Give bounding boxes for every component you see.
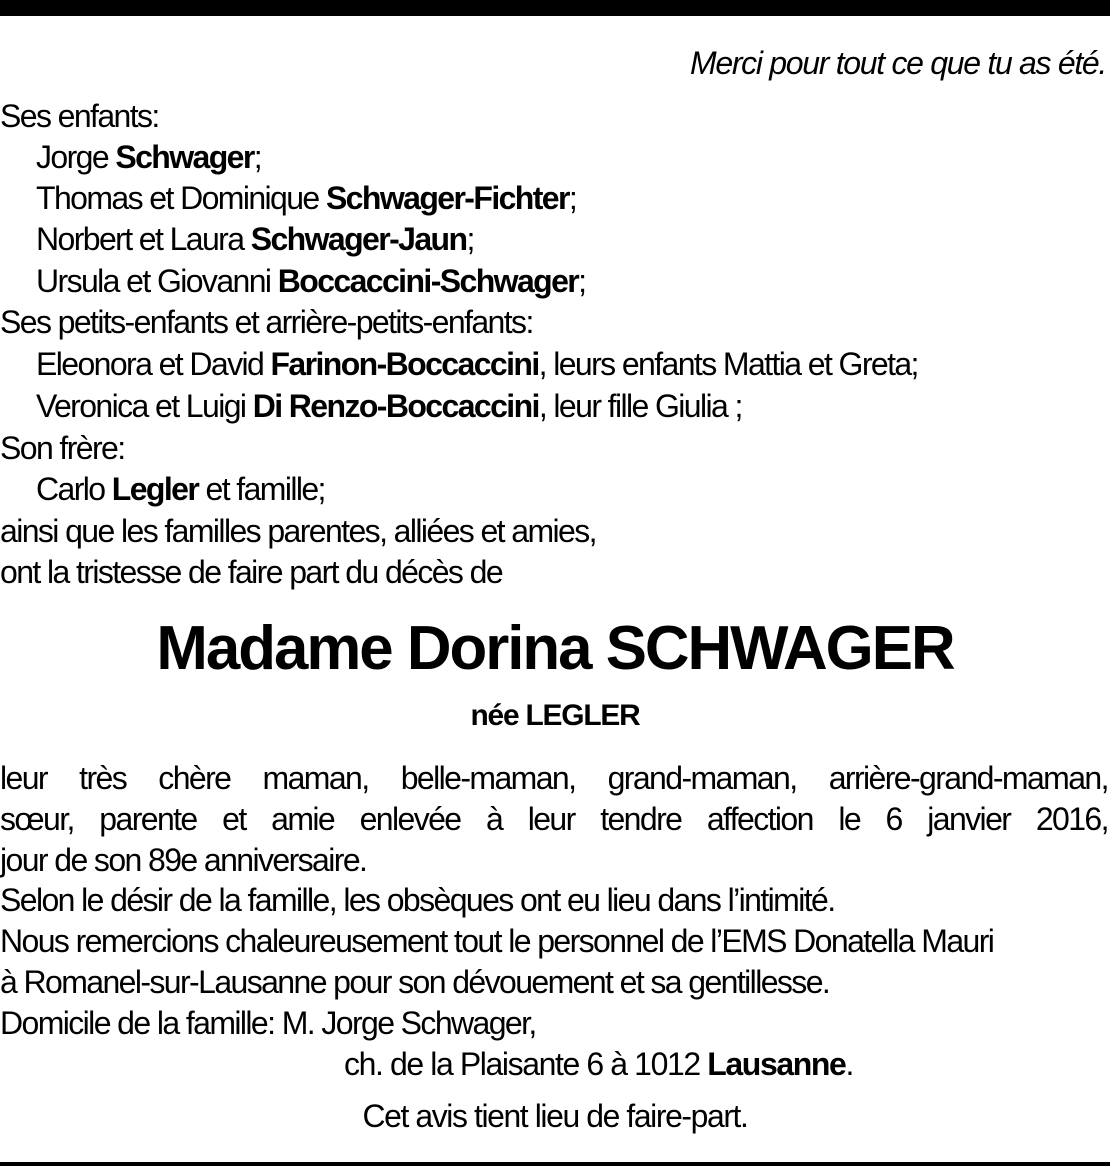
grandchild-given: Eleonora et David bbox=[36, 346, 271, 382]
body-word: janvier bbox=[927, 801, 1011, 837]
child-given: Norbert et Laura bbox=[36, 221, 251, 257]
body-word: maman, bbox=[262, 760, 369, 796]
body-word: affection bbox=[706, 801, 813, 837]
address-street: ch. de la Plaisante 6 à 1012 bbox=[344, 1046, 708, 1082]
grandchild-given: Veronica et Luigi bbox=[36, 388, 253, 424]
child-suffix: ; bbox=[466, 221, 474, 257]
child-given: Ursula et Giovanni bbox=[36, 263, 278, 299]
body-word: sœur, bbox=[0, 801, 74, 837]
grandchild-entry bbox=[36, 386, 742, 427]
grandchild-surname: Farinon-Boccaccini bbox=[270, 346, 539, 382]
body-word: leur bbox=[0, 760, 47, 796]
body-line-2 bbox=[0, 799, 1108, 840]
child-entry bbox=[36, 261, 585, 302]
brother-suffix: et famille; bbox=[198, 471, 325, 507]
child-surname: Schwager bbox=[115, 139, 254, 175]
grandchild-suffix: , leur fille Giulia ; bbox=[538, 388, 742, 424]
family-address bbox=[344, 1044, 853, 1085]
grandchild-surname: Di Renzo-Boccaccini bbox=[252, 388, 539, 424]
children-label: Ses enfants: bbox=[0, 98, 159, 134]
child-given: Thomas et Dominique bbox=[36, 180, 326, 216]
child-entry bbox=[36, 219, 474, 260]
top-rule bbox=[0, 0, 1110, 16]
body-word: tendre bbox=[600, 801, 682, 837]
address-end: . bbox=[845, 1046, 853, 1082]
body-word: amie bbox=[271, 801, 335, 837]
grandchild-entry bbox=[36, 344, 918, 385]
child-suffix: ; bbox=[253, 139, 262, 175]
child-suffix: ; bbox=[568, 180, 577, 216]
body-word: parente bbox=[99, 801, 197, 837]
body-line-4: Selon le désir de la famille, les obsèques ont eu lieu dans l’intimité. bbox=[0, 882, 835, 918]
body-line-5: Nous remercions chaleureusement tout le personnel de l’EMS Donatella Mauri bbox=[0, 923, 994, 959]
body-word: et bbox=[222, 801, 246, 837]
brother-given: Carlo bbox=[36, 471, 112, 507]
body-line-3: jour de son 89e anniversaire. bbox=[0, 842, 367, 878]
body-word: grand-maman, bbox=[607, 760, 797, 796]
deceased-maiden-name: née LEGLER bbox=[470, 699, 640, 732]
motto: Merci pour tout ce que tu as été. bbox=[689, 45, 1106, 81]
body-word: arrière-grand-maman, bbox=[828, 760, 1108, 796]
deceased-name: Madame Dorina SCHWAGER bbox=[156, 614, 954, 683]
child-surname: Schwager-Jaun bbox=[250, 221, 467, 257]
body-word: très bbox=[79, 760, 127, 796]
child-given: Jorge bbox=[36, 139, 116, 175]
body-word: à bbox=[486, 801, 503, 837]
brother-label: Son frère: bbox=[0, 430, 125, 466]
grandchildren-label: Ses petits-enfants et arrière-petits-enfants: bbox=[0, 304, 533, 340]
announcement-line: ont la tristesse de faire part du décès de bbox=[0, 554, 503, 590]
child-surname: Schwager-Fichter bbox=[325, 180, 569, 216]
body-word: belle-maman, bbox=[400, 760, 576, 796]
address-city: Lausanne bbox=[707, 1046, 846, 1082]
brother-surname: Legler bbox=[111, 471, 199, 507]
closing-note: Cet avis tient lieu de faire-part. bbox=[362, 1098, 748, 1134]
body-line-7: Domicile de la famille: M. Jorge Schwager, bbox=[0, 1005, 536, 1041]
grandchild-suffix: , leurs enfants Mattia et Greta; bbox=[538, 346, 918, 382]
body-word: 6 bbox=[885, 801, 902, 837]
body-line-6: à Romanel-sur-Lausanne pour son dévouement et sa gentillesse. bbox=[0, 964, 830, 1000]
child-entry bbox=[36, 178, 576, 219]
bottom-rule bbox=[0, 1162, 1110, 1166]
child-suffix: ; bbox=[578, 263, 586, 299]
body-line-1 bbox=[0, 758, 1108, 799]
child-entry bbox=[36, 137, 261, 178]
families-line: ainsi que les familles parentes, alliées et amies, bbox=[0, 513, 596, 549]
body-word: leur bbox=[527, 801, 575, 837]
body-word: 2016, bbox=[1035, 801, 1108, 837]
body-word: enlevée bbox=[359, 801, 461, 837]
body-word: chère bbox=[158, 760, 231, 796]
child-surname: Boccaccini-Schwager bbox=[277, 263, 579, 299]
body-word: le bbox=[838, 801, 861, 837]
brother-entry bbox=[36, 469, 325, 510]
